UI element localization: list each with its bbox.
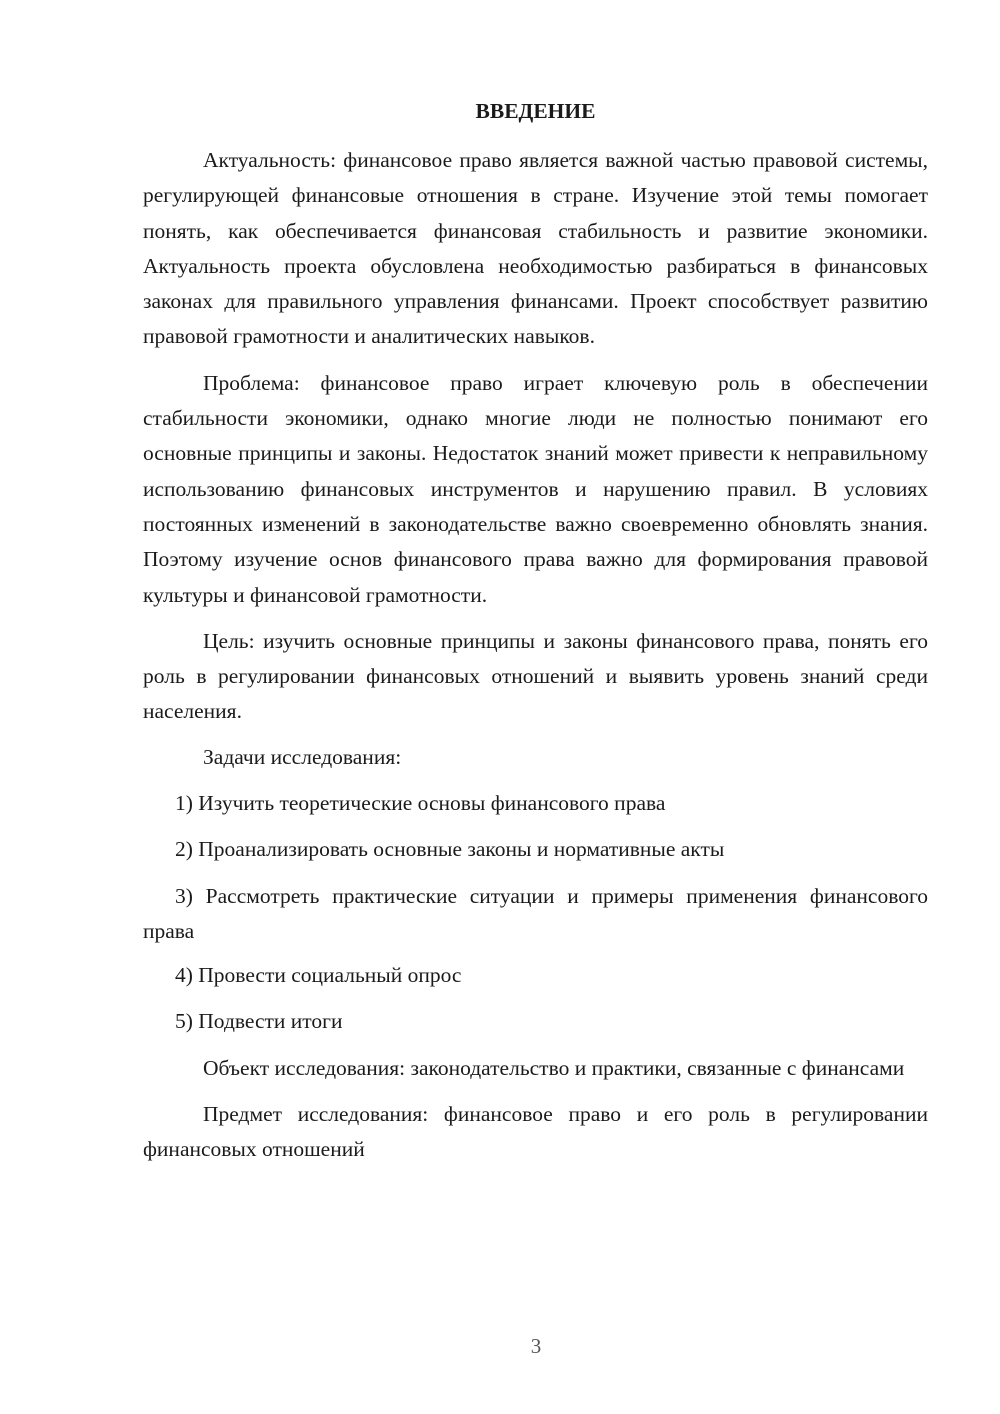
subject-paragraph: Предмет исследования: финансовое право и его роль в регулировании финансовых отношений [143,1102,928,1162]
tasks-heading: Задачи исследования: [203,744,402,769]
goal-paragraph: Цель: изучить основные принципы и законы финансового права, понять его роль в регулировании финансовых отношений и выявить уровень знаний среди населения. [143,628,928,724]
task-item: 1) Изучить теоретические основы финансового права [175,790,666,815]
relevance-paragraph: Актуальность: финансовое право является важной частью правовой системы, регулирующей финансовые отношения в стране. Изучение этой темы помогает понять, как обеспечивается финансовая стабильность и развитие экономики. Актуальность проекта обусловлена необходимостью разбираться в финансовых законах для правильного управления финансами. Проект способствует развитию правовой грамотности и аналитических навыков. [143,148,928,349]
page-number: 3 [530,1334,542,1358]
page-content [143,96,928,1179]
task-item: 4) Провести социальный опрос [175,962,462,987]
problem-paragraph: Проблема: финансовое право играет ключевую роль в обеспечении стабильности экономики, однако многие люди не полностью понимают его основные принципы и законы. Недостаток знаний может привести к неправильному использованию финансовых инструментов и нарушению правил. В условиях постоянных изменений в законодательстве важно своевременно обновлять знания. Поэтому изучение основ финансового права важно для формирования правовой культуры и финансовой грамотности. [143,370,928,607]
section-title: ВВЕДЕНИЕ [475,99,596,123]
task-item: 5) Подвести итоги [175,1008,343,1033]
object-paragraph: Объект исследования: законодательство и практики, связанные с финансами [203,1055,905,1080]
task-item: 3) Рассмотреть практические ситуации и примеры применения финансового права [143,883,928,943]
task-item: 2) Проанализировать основные законы и нормативные акты [175,836,725,861]
